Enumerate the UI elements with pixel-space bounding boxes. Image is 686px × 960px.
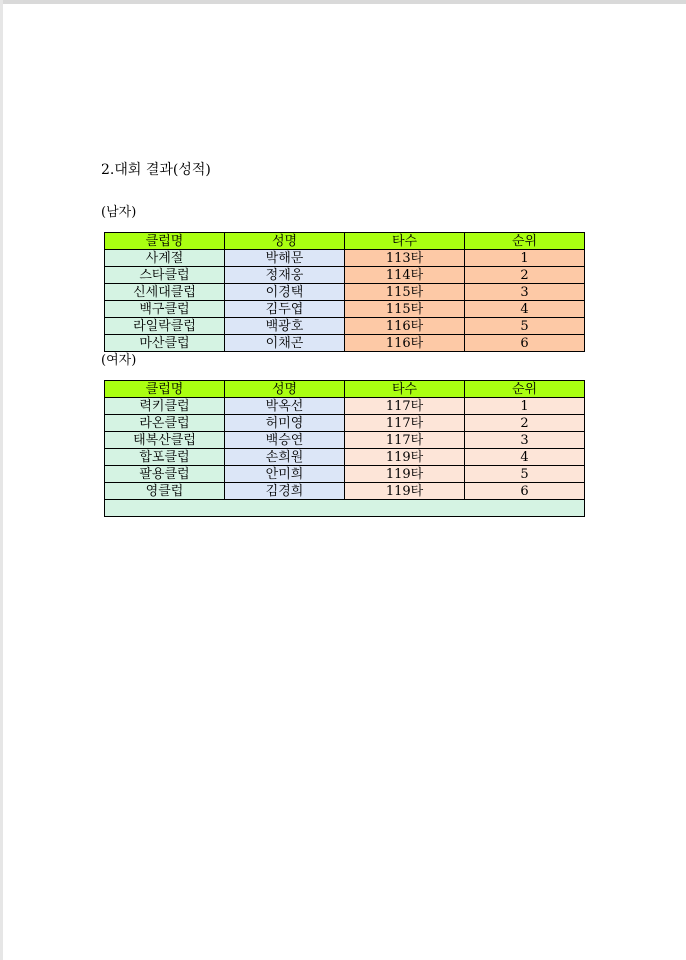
score-cell: 114타 [345,267,465,284]
score-cell: 115타 [345,284,465,301]
page-left-edge [0,0,3,960]
score-cell: 117타 [345,398,465,415]
page-title: 2.대회 결과(성적) [101,162,211,178]
table-row [105,483,585,500]
name-cell: 이채곤 [225,335,345,352]
rank-cell: 1 [465,250,585,267]
score-cell: 116타 [345,335,465,352]
rank-cell: 2 [465,267,585,284]
score-cell: 116타 [345,318,465,335]
empty-cell [105,500,585,517]
name-cell: 안미희 [225,466,345,483]
name-cell: 허미영 [225,415,345,432]
score-cell: 117타 [345,432,465,449]
header-name: 성명 [225,233,345,250]
empty-merged-row [105,500,585,517]
club-cell: 사계절 [105,250,225,267]
table-row [105,284,585,301]
club-cell: 스타클럽 [105,267,225,284]
men-results-table [104,232,585,352]
table-row [105,335,585,352]
women-results-table [104,380,585,517]
header-club: 클럽명 [105,381,225,398]
rank-cell: 3 [465,432,585,449]
name-cell: 백승연 [225,432,345,449]
name-cell: 박해문 [225,250,345,267]
club-cell: 백구클럽 [105,301,225,318]
header-score: 타수 [345,233,465,250]
score-cell: 119타 [345,449,465,466]
name-cell: 이경택 [225,284,345,301]
rank-cell: 1 [465,398,585,415]
header-name: 성명 [225,381,345,398]
table-row [105,449,585,466]
rank-cell: 3 [465,284,585,301]
header-rank: 순위 [465,381,585,398]
score-cell: 119타 [345,483,465,500]
table-row [105,432,585,449]
header-rank: 순위 [465,233,585,250]
club-cell: 팔용클럽 [105,466,225,483]
rank-cell: 5 [465,318,585,335]
club-cell: 마산클럽 [105,335,225,352]
table-row [105,318,585,335]
club-cell: 라일락클럽 [105,318,225,335]
club-cell: 합포클럽 [105,449,225,466]
header-club: 클럽명 [105,233,225,250]
page-top-border [0,0,686,4]
club-cell: 영클럽 [105,483,225,500]
men-section-label: (남자) [101,205,137,220]
name-cell: 김두엽 [225,301,345,318]
rank-cell: 4 [465,449,585,466]
club-cell: 력키클럽 [105,398,225,415]
table-row [105,466,585,483]
table-row [105,398,585,415]
table-row [105,250,585,267]
header-score: 타수 [345,381,465,398]
rank-cell: 6 [465,335,585,352]
rank-cell: 2 [465,415,585,432]
club-cell: 신세대클럽 [105,284,225,301]
score-cell: 115타 [345,301,465,318]
name-cell: 정재웅 [225,267,345,284]
name-cell: 손희원 [225,449,345,466]
table-header-row [105,381,585,398]
score-cell: 119타 [345,466,465,483]
name-cell: 백광호 [225,318,345,335]
table-row [105,267,585,284]
table-row [105,415,585,432]
table-header-row [105,233,585,250]
rank-cell: 5 [465,466,585,483]
score-cell: 113타 [345,250,465,267]
club-cell: 라온클럽 [105,415,225,432]
club-cell: 태복산클럽 [105,432,225,449]
women-section-label: (여자) [101,353,137,368]
name-cell: 김경희 [225,483,345,500]
rank-cell: 4 [465,301,585,318]
table-row [105,301,585,318]
score-cell: 117타 [345,415,465,432]
name-cell: 박옥선 [225,398,345,415]
rank-cell: 6 [465,483,585,500]
